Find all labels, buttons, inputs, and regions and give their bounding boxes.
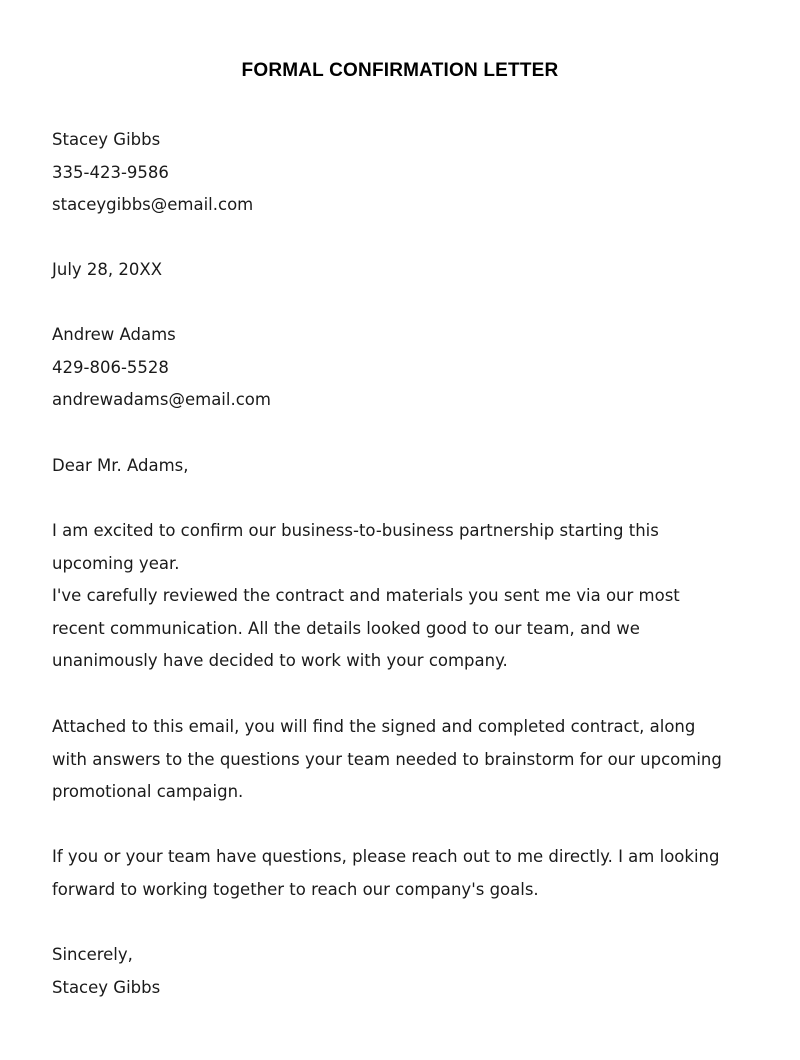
paragraph-2	[52, 711, 722, 809]
date-block	[52, 254, 162, 287]
sender-phone: 335-423-9586	[52, 162, 169, 182]
document-title: FORMAL CONFIRMATION LETTER	[241, 60, 559, 81]
salutation: Dear Mr. Adams,	[52, 456, 189, 475]
sender-name: Stacey Gibbs	[52, 130, 161, 149]
paragraph-line: Attached to this email, you will find the signed and completed contract, along	[52, 717, 696, 736]
recipient-email: andrewadams@email.com	[52, 390, 271, 410]
paragraph-line: I am excited to confirm our business-to-business partnership starting this	[52, 521, 659, 540]
closing-block	[52, 939, 160, 1004]
sender-block	[52, 124, 253, 222]
paragraph-3	[52, 841, 719, 906]
paragraph-line: unanimously have decided to work with your company.	[52, 651, 508, 671]
paragraph-line: forward to working together to reach our company's goals.	[52, 879, 539, 899]
paragraph-line: If you or your team have questions, please reach out to me directly. I am looking	[52, 847, 720, 866]
paragraph-line: with answers to the questions your team needed to brainstorm for our upcoming	[52, 749, 722, 769]
recipient-block	[52, 319, 271, 417]
sender-email: staceygibbs@email.com	[52, 195, 254, 215]
paragraph-line: recent communication. All the details looked good to our team, and we	[52, 618, 640, 638]
paragraph-line: I've carefully reviewed the contract and materials you sent me via our most	[52, 586, 680, 606]
paragraph-line: upcoming year.	[52, 553, 180, 573]
recipient-name: Andrew Adams	[52, 325, 176, 344]
salutation-block	[52, 450, 189, 483]
paragraph-1	[52, 515, 680, 678]
closing: Sincerely,	[52, 945, 133, 964]
paragraph-line: promotional campaign.	[52, 782, 244, 802]
letter-date: July 28, 20XX	[52, 260, 163, 279]
recipient-phone: 429-806-5528	[52, 357, 169, 377]
signature-name: Stacey Gibbs	[52, 977, 161, 997]
